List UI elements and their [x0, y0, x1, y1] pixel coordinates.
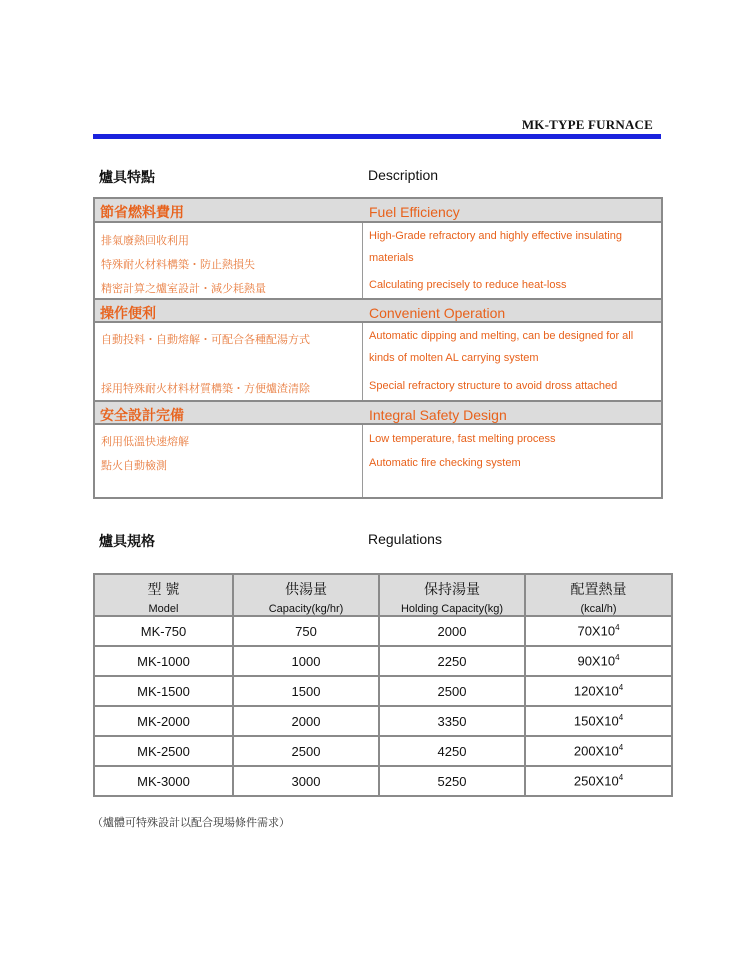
table-row [94, 706, 672, 736]
heat-base: 90X10 [577, 653, 616, 669]
cell-model: MK-3000 [94, 766, 233, 796]
feature-zh: 精密計算之爐室設計・減少耗熱量 [101, 283, 266, 295]
category-title-zh: 節省燃料費用 [100, 204, 184, 220]
category-bar-safety [95, 400, 661, 425]
heat-base: 120X10 [573, 683, 619, 699]
category-title-en: Integral Safety Design [369, 407, 507, 423]
cell-heat [525, 646, 672, 676]
features-heading-zh: 爐具特點 [99, 169, 155, 185]
cell-holding: 2000 [379, 616, 525, 646]
header-en: (kcal/h) [580, 603, 617, 615]
cell-capacity: 750 [233, 616, 379, 646]
category-bar-fuel [95, 199, 661, 223]
cell-holding: 3350 [379, 706, 525, 736]
cell-heat [525, 706, 672, 736]
cell-holding: 5250 [379, 766, 525, 796]
cell-capacity: 3000 [233, 766, 379, 796]
title-rule [93, 134, 661, 139]
feature-en: Special refractory structure to avoid dross attached [369, 380, 618, 392]
heat-exponent: 4 [615, 653, 620, 663]
specs-heading-zh: 爐具規格 [99, 533, 155, 549]
cell-heat [525, 616, 672, 646]
table-row [94, 736, 672, 766]
footnote: （爐體可特殊設計以配合現場條件需求） [92, 817, 290, 829]
cell-heat [525, 736, 672, 766]
category-title-zh: 安全設計完備 [100, 407, 184, 423]
header-en: Holding Capacity(kg) [400, 603, 504, 615]
cell-capacity: 2000 [233, 706, 379, 736]
header-holding [379, 574, 525, 616]
heat-exponent: 4 [618, 773, 624, 783]
header-en: Model [148, 603, 179, 615]
cell-model: MK-2500 [94, 736, 233, 766]
table-row [94, 616, 672, 646]
specs-table [93, 573, 673, 797]
cell-holding: 2250 [379, 646, 525, 676]
cell-capacity: 1000 [233, 646, 379, 676]
feature-en: Automatic fire checking system [369, 457, 521, 469]
feature-zh: 採用特殊耐火材料材質構築・方便爐渣清除 [101, 383, 310, 395]
header-heat [525, 574, 672, 616]
feature-zh: 點火自動檢測 [101, 460, 167, 472]
heat-base: 150X10 [573, 713, 619, 729]
header-model [94, 574, 233, 616]
header-zh: 型 號 [147, 581, 180, 597]
heat-exponent: 4 [618, 713, 624, 723]
feature-en: Automatic dipping and melting, can be designed for all kinds of molten AL carrying system [369, 330, 634, 364]
header-capacity [233, 574, 379, 616]
feature-zh: 利用低溫快速熔解 [101, 436, 189, 448]
features-heading-en: Description [368, 167, 439, 183]
header-zh: 保持湯量 [424, 581, 480, 597]
heat-exponent: 4 [618, 743, 624, 753]
features-box [93, 197, 663, 499]
specs-heading-en: Regulations [368, 531, 442, 547]
heat-exponent: 4 [618, 683, 624, 693]
table-header-row [94, 574, 672, 616]
category-title-en: Convenient Operation [369, 305, 506, 321]
heat-exponent: 4 [615, 623, 620, 633]
cell-model: MK-2000 [94, 706, 233, 736]
cell-capacity: 2500 [233, 736, 379, 766]
table-row [94, 766, 672, 796]
feature-en: High-Grade refractory and highly effective insulating materials [369, 230, 622, 264]
feature-zh: 特殊耐火材料構築・防止熱損失 [101, 259, 255, 271]
cell-holding: 2500 [379, 676, 525, 706]
feature-en: Calculating precisely to reduce heat-loss [369, 279, 567, 291]
heat-base: 200X10 [573, 743, 619, 759]
table-row [94, 646, 672, 676]
category-title-en: Fuel Efficiency [369, 204, 460, 220]
heat-base: 70X10 [577, 623, 616, 639]
heat-base: 250X10 [573, 773, 619, 789]
feature-en: Low temperature, fast melting process [369, 433, 556, 445]
cell-model: MK-1000 [94, 646, 233, 676]
cell-model: MK-750 [94, 616, 233, 646]
header-en: Capacity(kg/hr) [268, 603, 344, 615]
table-row [94, 676, 672, 706]
feature-zh: 自動投料・自動熔解・可配合各種配湯方式 [101, 334, 310, 346]
column-divider [362, 199, 363, 497]
cell-holding: 4250 [379, 736, 525, 766]
cell-heat [525, 676, 672, 706]
category-bar-operation [95, 298, 661, 323]
cell-capacity: 1500 [233, 676, 379, 706]
category-title-zh: 操作便利 [100, 305, 156, 321]
cell-model: MK-1500 [94, 676, 233, 706]
header-zh: 配置熱量 [570, 581, 627, 597]
header-zh: 供湯量 [285, 581, 327, 597]
feature-zh: 排氣廢熱回收利用 [101, 235, 189, 247]
cell-heat [525, 766, 672, 796]
document-title: MK-TYPE FURNACE [521, 117, 653, 132]
